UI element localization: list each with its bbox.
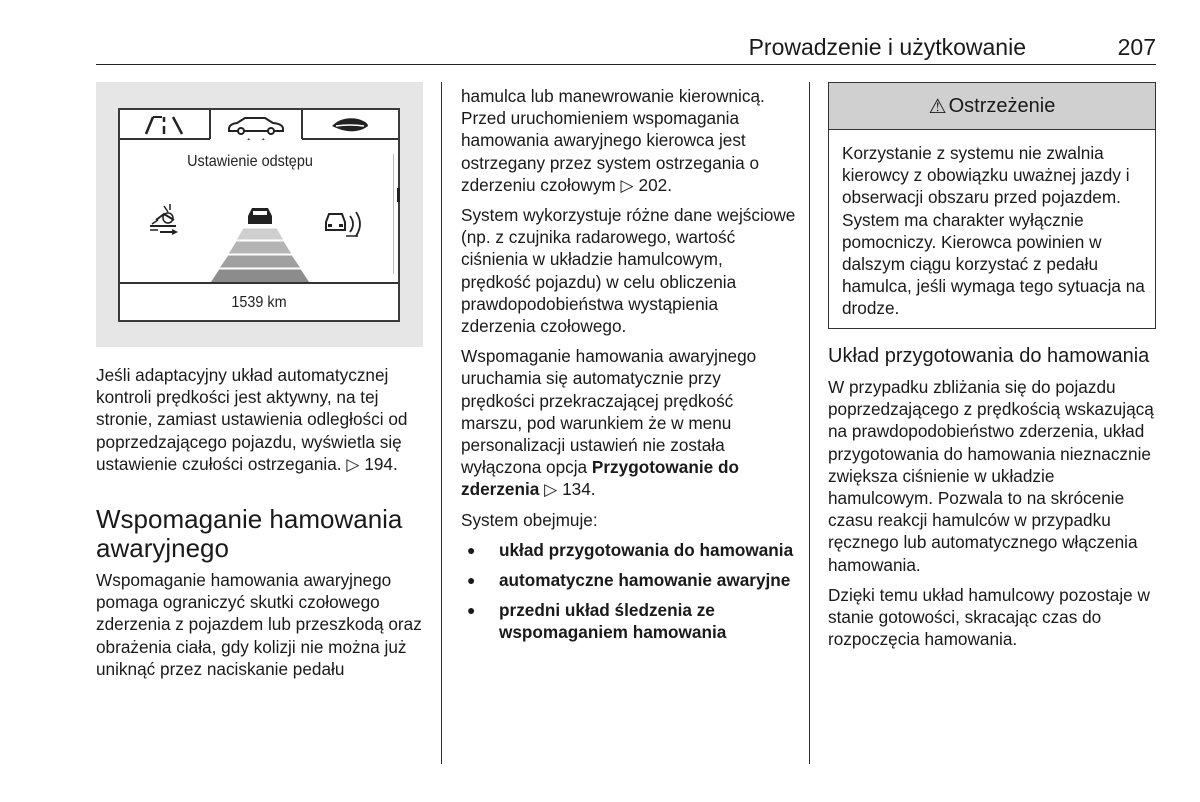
page-reference[interactable]: 202.: [638, 174, 672, 195]
paragraph-text: Jeśli adaptacyjny układ automatycznej kontroli prędkości jest aktywny, na tej stronie, zamiast ustawienia odległości od poprzedzającego pojazdu, wyświetla się ustawienie czułości ostrzegania.: [96, 365, 408, 474]
paragraph: [461, 345, 796, 500]
paragraph: W przypadku zbliżania się do pojazdu poprzedzającego z prędkością wskazującą na prawdopodobieństwo zderzenia, układ przygotowania do hamowania nieznacznie zwiększa ciśnienie w układzie hamulcowym. Pozwala to na skrócenie czasu reakcji hamulców w przypadku ręcznego lub automatycznego włączenia hamowania.: [828, 377, 1154, 575]
distance-bars: [209, 228, 311, 284]
vehicle-ahead-icon: [248, 208, 272, 224]
column-divider: [441, 82, 442, 764]
distance-setting-title: Ustawienie odstępu: [187, 153, 313, 170]
odometer-reading: 1539 km: [231, 294, 287, 311]
page-reference-arrow-icon: ▷: [544, 479, 558, 500]
column-left: [96, 364, 428, 688]
collision-warning-icon: [150, 204, 178, 235]
display-illustration: [96, 82, 423, 347]
paragraph: [96, 364, 428, 475]
column-divider: [809, 82, 810, 764]
page-header: [96, 30, 1156, 65]
page-reference[interactable]: 194.: [364, 453, 398, 474]
warning-text: Korzystanie z systemu nie zwalnia kierowcy z obowiązku uważnej jazdy i obserwacji obszaru przed pojazdem. System ma charakter wyłącznie pomocniczy. Kierowca powinien w dalszym ciągu korzystać z pedału hamulca, jeśli wymaga tego sytuacja na drodze.: [842, 143, 1145, 319]
warning-box: [828, 82, 1156, 329]
vehicle-sensor-icon: [326, 212, 360, 236]
page-reference-arrow-icon: ▷: [620, 174, 634, 195]
page-reference-arrow-icon: ▷: [346, 453, 360, 474]
section-heading: Wspomaganie hamowania awaryjnego: [96, 504, 403, 564]
column-right: [828, 345, 1158, 658]
display-divider: [120, 282, 398, 284]
leaf-icon: [302, 110, 398, 140]
paragraph: Wspomaganie hamowania awaryjnego pomaga ograniczyć skutki czołowego zderzenia z pojazdem lub przeszkodą oraz obrażenia ciała, gdy kolizji nie można już uniknąć przez naciskanie pedału: [96, 570, 422, 679]
paragraph: [461, 85, 796, 196]
menu-option-name: Przygotowanie do zderzenia: [461, 457, 739, 500]
paragraph: System wykorzystuje różne dane wejściowe (np. z czujnika radarowego, wartość ciśnienia w układzie hamulcowym, prędkość pojazdu) w celu obliczenia prawdopodobieństwa wystąpienia zderzenia czołowego.: [461, 205, 796, 337]
warning-title: Ostrzeżenie: [948, 94, 1056, 117]
warning-triangle-icon: ⚠: [928, 95, 947, 118]
section-title: Prowadzenie i użytkowanie: [748, 34, 1026, 60]
display-screen: [118, 108, 400, 322]
paragraph: System obejmuje:: [461, 509, 598, 530]
column-middle: [461, 85, 796, 652]
list-item: ● układ przygotowania do hamowania: [461, 539, 796, 561]
lane-icon: [120, 110, 210, 140]
distance-graphic: [120, 180, 398, 290]
paragraph-text: hamulca lub manewrowanie kierownicą. Przed uruchomieniem wspomagania hamowania awaryjnego kierowca jest ostrzegany przez system ostrzegania o zderzeniu czołowym: [461, 86, 765, 195]
page-number: 207: [1117, 34, 1156, 60]
list-item: ● automatyczne hamowanie awaryjne: [461, 569, 796, 591]
display-tab-row: [120, 110, 398, 140]
warning-header: [829, 83, 1155, 130]
paragraph-text: Wspomaganie hamowania awaryjnego uruchamia się automatycznie przy prędkości przekraczającej prędkość marszu, pod warunkiem że w menu personalizacji ustawień nie została wyłączona opcja: [461, 346, 757, 478]
page-reference[interactable]: 134.: [562, 479, 596, 500]
paragraph: Dzięki temu układ hamulcowy pozostaje w stanie gotowości, skracając czas do rozpoczęcia hamowania.: [828, 584, 1150, 650]
list-item: ● przedni układ śledzenia ze wspomaganiem hamowania: [461, 599, 796, 643]
subsection-heading: Układ przygotowania do hamowania: [828, 345, 1150, 367]
car-icon: [210, 110, 302, 140]
